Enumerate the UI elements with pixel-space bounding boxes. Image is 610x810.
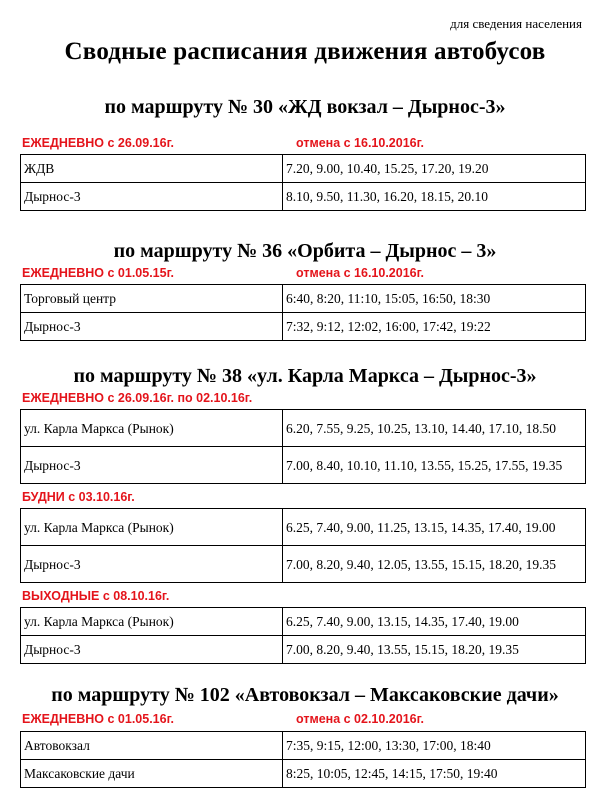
table-row <box>21 183 586 211</box>
departure-times: 7.20, 9.00, 10.40, 15.25, 17.20, 19.20 <box>283 155 586 183</box>
departure-times: 7.00, 8.20, 9.40, 13.55, 15.15, 18.20, 19.35 <box>283 636 586 664</box>
route-36-cancel-note: отмена с 16.10.2016г. <box>296 266 425 280</box>
table-row <box>21 155 586 183</box>
table-row <box>21 447 586 484</box>
route-38-weekends-label: ВЫХОДНЫЕ с 08.10.16г. <box>22 589 170 603</box>
departure-times: 6:40, 8:20, 11:10, 15:05, 16:50, 18:30 <box>283 285 586 313</box>
route-102-table <box>20 731 586 788</box>
route-30-title: по маршруту № 30 «ЖД вокзал – Дырнос-3» <box>104 96 506 118</box>
departure-times: 8:25, 10:05, 12:45, 14:15, 17:50, 19:40 <box>283 760 586 788</box>
departure-times: 7:35, 9:15, 12:00, 13:30, 17:00, 18:40 <box>283 732 586 760</box>
table-row <box>21 732 586 760</box>
stop-name: Торговый центр <box>21 285 283 313</box>
departure-times: 7:32, 9:12, 12:02, 16:00, 17:42, 19:22 <box>283 313 586 341</box>
departure-times: 8.10, 9.50, 11.30, 16.20, 18.15, 20.10 <box>283 183 586 211</box>
route-102-title: по маршруту № 102 «Автовокзал – Максаковские дачи» <box>51 684 559 706</box>
page-title: Сводные расписания движения автобусов <box>64 38 546 65</box>
departure-times: 6.20, 7.55, 9.25, 10.25, 13.10, 14.40, 17.10, 18.50 <box>283 410 586 447</box>
departure-times: 7.00, 8.20, 9.40, 12.05, 13.55, 15.15, 18.20, 19.35 <box>283 546 586 583</box>
table-row <box>21 410 586 447</box>
stop-name: ул. Карла Маркса (Рынок) <box>21 410 283 447</box>
route-38-weekdays-table <box>20 508 586 583</box>
table-row <box>21 285 586 313</box>
table-row <box>21 546 586 583</box>
route-36-title: по маршруту № 36 «Орбита – Дырнос – 3» <box>113 240 497 262</box>
header-note: для сведения населения <box>450 16 582 31</box>
route-30-cancel-note: отмена с 16.10.2016г. <box>296 136 425 150</box>
route-30-valid-from: ЕЖЕДНЕВНО с 26.09.16г. <box>22 136 175 150</box>
stop-name: Автовокзал <box>21 732 283 760</box>
stop-name: Дырнос-3 <box>21 546 283 583</box>
stop-name: Дырнос-3 <box>21 447 283 484</box>
route-38-weekends-table <box>20 607 586 664</box>
route-30-table <box>20 154 586 211</box>
table-row <box>21 636 586 664</box>
stop-name: ЖДВ <box>21 155 283 183</box>
route-102-cancel-note: отмена с 02.10.2016г. <box>296 712 425 726</box>
table-row <box>21 608 586 636</box>
departure-times: 7.00, 8.40, 10.10, 11.10, 13.55, 15.25, 17.55, 19.35 <box>283 447 586 484</box>
departure-times: 6.25, 7.40, 9.00, 11.25, 13.15, 14.35, 17.40, 19.00 <box>283 509 586 546</box>
stop-name: ул. Карла Маркса (Рынок) <box>21 509 283 546</box>
stop-name: ул. Карла Маркса (Рынок) <box>21 608 283 636</box>
stop-name: Дырнос-3 <box>21 183 283 211</box>
route-36-valid-from: ЕЖЕДНЕВНО с 01.05.15г. <box>22 266 175 280</box>
route-38-daily-label: ЕЖЕДНЕВНО с 26.09.16г. по 02.10.16г. <box>22 391 253 405</box>
route-38-title: по маршруту № 38 «ул. Карла Маркса – Дырнос-3» <box>73 365 537 387</box>
stop-name: Дырнос-3 <box>21 636 283 664</box>
table-row <box>21 509 586 546</box>
route-38-weekdays-label: БУДНИ с 03.10.16г. <box>22 490 135 504</box>
route-102-valid-from: ЕЖЕДНЕВНО с 01.05.16г. <box>22 712 175 726</box>
departure-times: 6.25, 7.40, 9.00, 13.15, 14.35, 17.40, 19.00 <box>283 608 586 636</box>
table-row <box>21 313 586 341</box>
route-36-table <box>20 284 586 341</box>
route-38-daily-table <box>20 409 586 484</box>
stop-name: Максаковские дачи <box>21 760 283 788</box>
stop-name: Дырнос-3 <box>21 313 283 341</box>
table-row <box>21 760 586 788</box>
